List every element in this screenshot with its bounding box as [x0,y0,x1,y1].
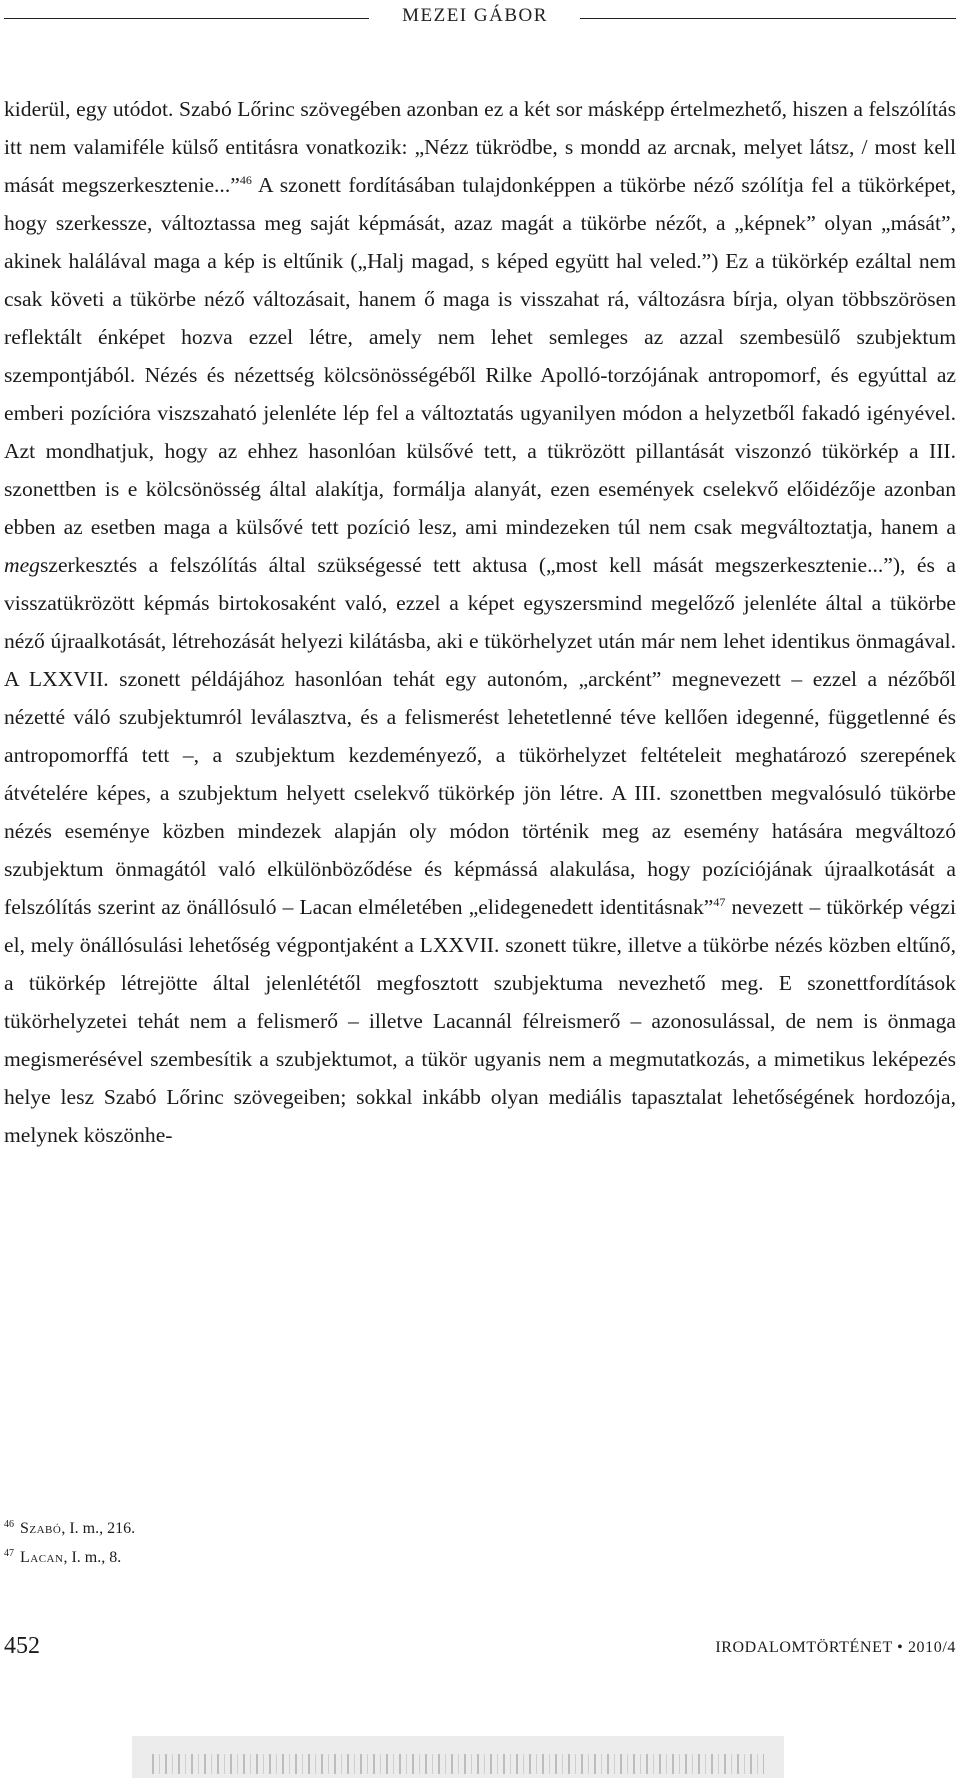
footnote-text: , I. m., 216. [61,1520,136,1537]
footnote-47 [4,1543,956,1572]
footnote-author: Lacan [20,1549,64,1566]
footnote-author: Szabó [20,1520,62,1537]
header-rule-left [4,18,369,19]
body-text-segment: A szonett fordításában tulajdonképpen a tükörbe néző szólítja fel a tükörképet, hogy szerkessze, változtassa meg saját képmását, azaz magát a tükörbe nézőt, a „képnek” olyan „mását”, akinek halálával maga a kép is eltűnik („Halj magad, s képed együtt hal veled.”) Ez a tükörkép ezáltal nem csak követi a tükörbe néző változásait, hanem ő maga is visszahat rá, változásra bírja, olyan többszörösen reflektált énképet hozva ezzel létre, amely nem lehet semleges az azzal szembesülő szubjektum szempontjából. Nézés és nézettség kölcsönösségéből Rilke Apolló-torzójának antropomorf, és egyúttal az emberi pozícióra viszszaható jelenléte lép fel a változtatás ugyanilyen módon a helyzetből fakadó igényével. Azt mondhatjuk, hogy az ehhez hasonlóan külsővé tett, a tükrözött pillantását viszonzó tükörkép a III. szonettben is e kölcsönösség által alakítja, formálja alanyát, ezen események cselekvő előidézője azonban ebben az esetben maga a külsővé tett pozíció lesz, ami mindezeken túl nem csak megváltoztatja, hanem a [4,173,956,539]
journal-name: IRODALOMTÖRTÉNET • 2010/4 [715,1639,956,1656]
page-number: 452 [4,1633,40,1659]
scan-noise [152,1754,764,1774]
footnote-ref-47[interactable]: 47 [713,895,726,909]
page-footer [4,1633,956,1673]
footnote-number: 46 [4,1519,14,1530]
body-paragraph [4,90,956,1154]
footnote-number: 47 [4,1548,14,1559]
footnotes [4,1514,956,1572]
scan-artifact-strip [132,1736,784,1778]
running-head [0,2,960,32]
body-text-segment: szerkesztés a felszólítás által szükségessé tett aktusa („most kell mását megszerkesztenie...”), és a visszatükrözött képmás birtokosaként való, ezzel a képet egyszersmind megelőző jelenléte által a tükörbe néző újraalkotását, létrehozását helyezi kilátásba, aki e tükörhelyzet után már nem lehet identikus önmagával. A LXXVII. szonett példájához hasonlóan tehát egy autonóm, „arcként” megnevezett – ezzel a nézőből nézetté váló szubjektumról leválasztva, és a felismerést lehetetlenné téve kellően idegenné, függetlenné és antropomorffá tett –, a szubjektum kezdeményező, a tükörhelyzet feltételeit meghatározó szerepének átvételére képes, a szubjektum helyett cselekvő tükörkép jön létre. A III. szonettben megvalósuló tükörbe nézés eseménye közben mindezek alapján oly módon történik meg az esemény hatására megváltozó szubjektum önmagától való elkülönböződése és képmássá alakulása, hogy pozíciójának újraalkotását a felszólítás szerint az önállósuló – Lacan elméletében „elidegenedett identitásnak” [4,553,956,919]
emphasis-meg: meg [4,553,40,577]
footnote-46 [4,1514,956,1543]
body-text-segment: nevezett – tükörkép végzi el, mely önállósulási lehetőség végpontjaként a LXXVII. szonett tükre, illetve a tükörbe nézés közben eltűnő, a tükörkép létrejötte által jelenlététől megfosztott szubjektuma nevezhető meg. E szonettfordítások tükörhelyzetei tehát nem a felismerő – illetve Lacannál félreismerő – azonosulással, de nem is önmaga megismerésével szembesítik a szubjektumot, a tükör ugyanis nem a megmutatkozás, a mimetikus leképezés helye lesz Szabó Lőrinc szövegeiben; sokkal inkább olyan mediális tapasztalat lehetőségének hordozója, melynek köszönhe- [4,895,956,1147]
body-text-segment: kiderül, egy utódot. Szabó Lőrinc szövegében azonban ez a két sor másképp értelmezhető, hiszen a felszólítás itt nem valamiféle külső entitásra vonatkozik: „Nézz tükrödbe, s mondd az arcnak, melyet látsz, / most kell mását megszerkesztenie...” [4,97,956,197]
header-rule-right [580,18,956,19]
running-title: MEZEI GÁBOR [402,5,548,26]
footnote-text: , I. m., 8. [63,1549,122,1566]
footnote-ref-46[interactable]: 46 [239,173,252,187]
